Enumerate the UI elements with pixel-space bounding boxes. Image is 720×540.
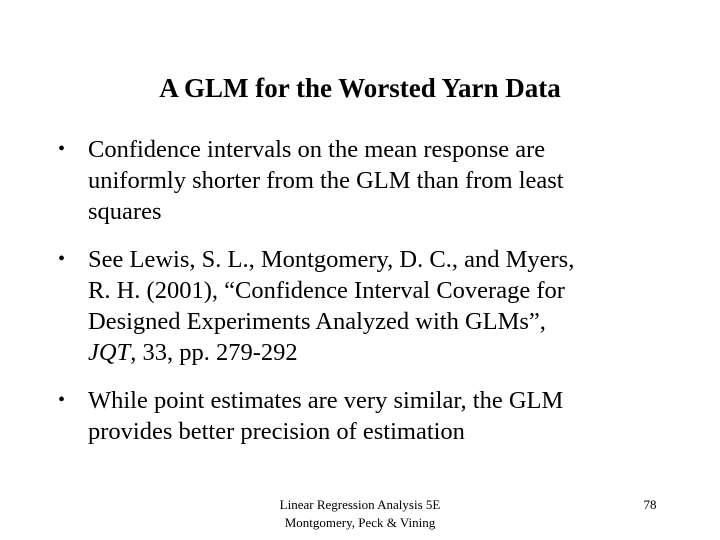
bullet-item-point-estimates — [58, 385, 678, 447]
footer-authors: Montgomery, Peck & Vining — [284, 515, 436, 530]
bullet-text-line: provides better precision of estimation — [88, 418, 465, 445]
bullet-text-line: Confidence intervals on the mean response are — [88, 136, 546, 163]
bullet-text-line: squares — [88, 198, 162, 225]
bullet-text-line: R. H. (2001), “Confidence Interval Coverage for — [88, 277, 565, 304]
bullet-icon: • — [58, 138, 66, 160]
bullet-item-reference — [58, 244, 678, 368]
bullet-icon: • — [58, 389, 66, 411]
bullet-text-line: Designed Experiments Analyzed with GLMs”, — [88, 308, 546, 335]
bullet-icon: • — [58, 248, 66, 270]
bullet-text-line — [88, 337, 678, 368]
bullet-text-line: See Lewis, S. L., Montgomery, D. C., and Myers, — [88, 246, 575, 273]
footer-book-title: Linear Regression Analysis 5E — [279, 497, 441, 512]
bullet-text-line: uniformly shorter from the GLM than from least — [88, 167, 564, 194]
journal-name: JQT — [88, 339, 131, 366]
bullet-item-confidence-intervals — [58, 134, 678, 227]
citation-details: , 33, pp. 279-292 — [130, 339, 298, 366]
slide-title: A GLM for the Worsted Yarn Data — [159, 73, 561, 103]
page-number: 78 — [643, 497, 657, 512]
bullet-list — [58, 134, 678, 447]
slide-footer — [250, 496, 470, 532]
bullet-text-line: While point estimates are very similar, the GLM — [88, 387, 564, 414]
